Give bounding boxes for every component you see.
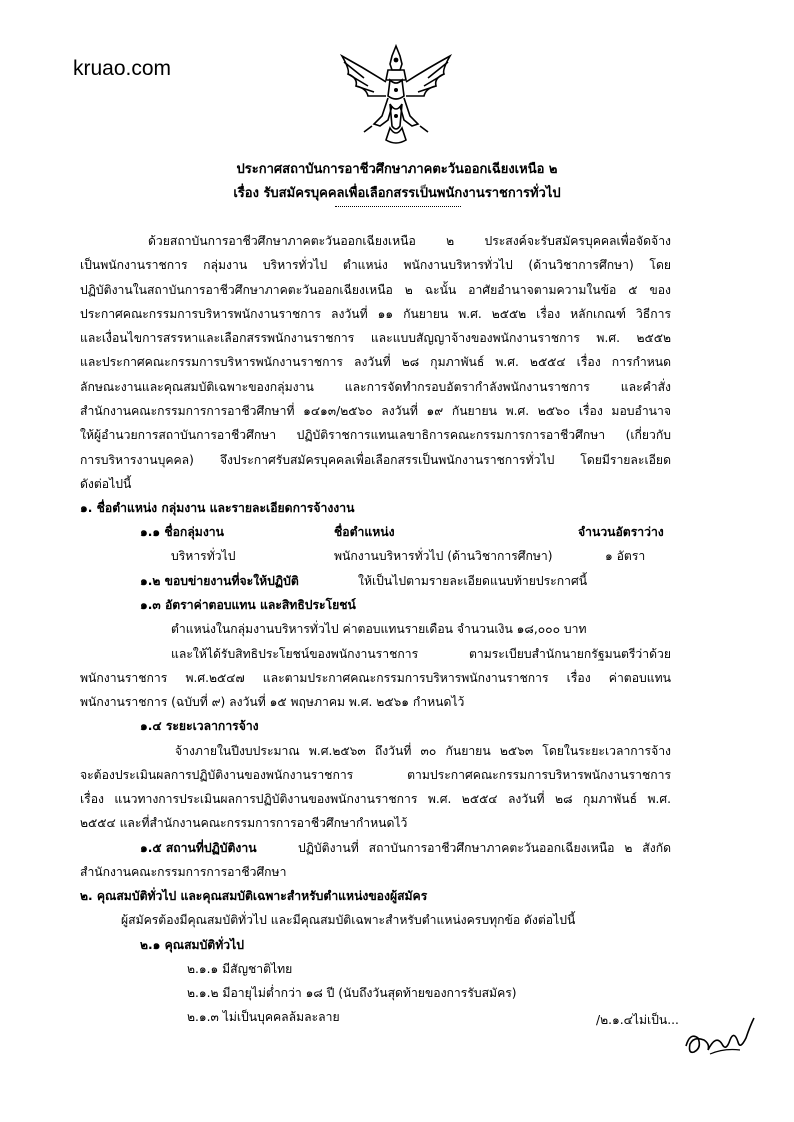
intro-line: สำนักงานคณะกรรมการการอาชีวศึกษาที่ ๑๔๑๓/๒๕๖๐ ลงวันที่ ๑๙ กันยายน พ.ศ. ๒๕๖๐ เรื่อง มอบอำนาจ bbox=[80, 404, 671, 418]
intro-line: ดังต่อไปนี้ bbox=[80, 477, 132, 491]
s13-heading: ๑.๓ อัตราค่าตอบแทน และสิทธิประโยชน์ bbox=[140, 598, 356, 612]
next-page-reference: /๒.๑.๔ไม่เป็น... bbox=[596, 1013, 679, 1027]
s13-line: และให้ได้รับสิทธิประโยชน์ของพนักงานราชการ ตามระเบียบสำนักนายกรัฐมนตรีว่าด้วย bbox=[171, 647, 671, 661]
intro-line: การบริหารงานบุคคล) จึงประกาศรับสมัครบุคคลเพื่อเลือกสรรเป็นพนักงานราชการทั่วไป โดยมีรายละเอียด bbox=[80, 453, 671, 467]
intro-line: ลักษณะงานและคุณสมบัติเฉพาะของกลุ่มงาน และการจัดทำกรอบอัตรากำลังพนักงานราชการ และคำสั่ง bbox=[80, 380, 671, 394]
garuda-emblem-icon bbox=[334, 40, 458, 148]
intro-line: และประกาศคณะกรรมการบริหารพนักงานราชการ ลงวันที่ ๒๘ กุมภาพันธ์ พ.ศ. ๒๕๕๔ เรื่อง การกำหนด bbox=[80, 355, 671, 369]
s14-line: เรื่อง แนวทางการประเมินผลการปฏิบัติงานของพนักงานราชการ พ.ศ. ๒๕๕๔ ลงวันที่ ๒๘ กุมภาพันธ์ พ.ศ. bbox=[80, 792, 671, 806]
s14-heading: ๑.๔ ระยะเวลาการจ้าง bbox=[140, 719, 259, 733]
s12-text: ให้เป็นไปตามรายละเอียดแนบท้ายประกาศนี้ bbox=[358, 574, 588, 588]
s21-heading: ๒.๑ คุณสมบัติทั่วไป bbox=[140, 938, 244, 952]
s14-line: จ้างภายในปีงบประมาณ พ.ศ.๒๕๖๓ ถึงวันที่ ๓๐ กันยายน ๒๕๖๓ โดยในระยะเวลาการจ้าง bbox=[175, 744, 671, 758]
site-watermark: kruao.com bbox=[73, 57, 172, 80]
s11-val-group: บริหารทั่วไป bbox=[171, 549, 236, 563]
s11-col-vacancies: จำนวนอัตราว่าง bbox=[578, 525, 664, 539]
s15-text: ปฏิบัติงานที่ สถาบันการอาชีวศึกษาภาคตะวันออกเฉียงเหนือ ๒ สังกัด bbox=[298, 841, 671, 855]
intro-line: เป็นพนักงานราชการ กลุ่มงาน บริหารทั่วไป ตำแหน่ง พนักงานบริหารทั่วไป (ด้านวิชาการศึกษา) โดย bbox=[80, 258, 671, 272]
announcement-title: ประกาศสถาบันการอาชีวศึกษาภาคตะวันออกเฉียงเหนือ ๒ bbox=[236, 162, 558, 177]
section-2-heading: ๒. คุณสมบัติทั่วไป และคุณสมบัติเฉพาะสำหรับตำแหน่งของผู้สมัคร bbox=[80, 889, 428, 903]
s21-item: ๒.๑.๓ ไม่เป็นบุคคลล้มละลาย bbox=[187, 1010, 340, 1024]
s13-line: พนักงานราชการ พ.ศ.๒๕๔๗ และตามประกาศคณะกรรมการบริหารพนักงานราชการ เรื่อง ค่าตอบแทน bbox=[80, 671, 671, 685]
s2-intro: ผู้สมัครต้องมีคุณสมบัติทั่วไป และมีคุณสมบัติเฉพาะสำหรับตำแหน่งครบทุกข้อ ดังต่อไปนี้ bbox=[121, 913, 576, 927]
s12-heading: ๑.๒ ขอบข่ายงานที่จะให้ปฏิบัติ bbox=[140, 574, 299, 588]
intro-line: และเงื่อนไขการสรรหาและเลือกสรรพนักงานราชการ และแบบสัญญาจ้างของพนักงานราชการ พ.ศ. ๒๕๕๒ bbox=[80, 331, 671, 345]
s21-item: ๒.๑.๒ มีอายุไม่ต่ำกว่า ๑๘ ปี (นับถึงวันสุดท้ายของการรับสมัคร) bbox=[187, 986, 517, 1000]
s14-line: จะต้องประเมินผลการปฏิบัติงานของพนักงานราชการ ตามประกาศคณะกรรมการบริหารพนักงานราชการ bbox=[80, 768, 671, 782]
s11-col-position: ชื่อตำแหน่ง bbox=[334, 525, 395, 539]
s11-col-group: ๑.๑ ชื่อกลุ่มงาน bbox=[140, 525, 224, 539]
signature-icon bbox=[680, 1014, 758, 1062]
section-1-heading: ๑. ชื่อตำแหน่ง กลุ่มงาน และรายละเอียดการจ้างงาน bbox=[80, 501, 355, 515]
intro-line: ประกาศคณะกรรมการบริหารพนักงานราชการ ลงวันที่ ๑๑ กันยายน พ.ศ. ๒๕๕๒ เรื่อง หลักเกณฑ์ วิธีการ bbox=[80, 307, 671, 321]
s15-text2: สำนักงานคณะกรรมการการอาชีวศึกษา bbox=[80, 865, 287, 879]
s13-line: พนักงานราชการ (ฉบับที่ ๙) ลงวันที่ ๑๕ พฤษภาคม พ.ศ. ๒๕๖๑ กำหนดไว้ bbox=[80, 695, 465, 709]
s13-line: ตำแหน่งในกลุ่มงานบริหารทั่วไป ค่าตอบแทนรายเดือน จำนวนเงิน ๑๘,๐๐๐ บาท bbox=[171, 622, 587, 636]
s11-val-position: พนักงานบริหารทั่วไป (ด้านวิชาการศึกษา) bbox=[334, 549, 553, 563]
intro-line: ปฏิบัติงานในสถาบันการอาชีวศึกษาภาคตะวันออกเฉียงเหนือ ๒ ฉะนั้น อาศัยอำนาจตามความในข้อ ๕ ของ bbox=[80, 283, 671, 297]
s21-item: ๒.๑.๑ มีสัญชาติไทย bbox=[187, 962, 293, 976]
intro-line: ด้วยสถาบันการอาชีวศึกษาภาคตะวันออกเฉียงเหนือ ๒ ประสงค์จะรับสมัครบุคคลเพื่อจัดจ้าง bbox=[148, 234, 671, 248]
title-separator bbox=[335, 206, 461, 207]
announcement-subject: เรื่อง รับสมัครบุคคลเพื่อเลือกสรรเป็นพนักงานราชการทั่วไป bbox=[233, 186, 561, 201]
s15-heading: ๑.๕ สถานที่ปฏิบัติงาน bbox=[140, 841, 257, 855]
s14-line: ๒๕๕๔ และที่สำนักงานคณะกรรมการการอาชีวศึกษากำหนดไว้ bbox=[80, 816, 408, 830]
s11-val-vacancies: ๑ อัตรา bbox=[605, 549, 646, 563]
intro-line: ให้ผู้อำนวยการสถาบันการอาชีวศึกษา ปฏิบัติราชการแทนเลขาธิการคณะกรรมการการอาชีวศึกษา (เกี่ยวกับ bbox=[80, 428, 671, 442]
